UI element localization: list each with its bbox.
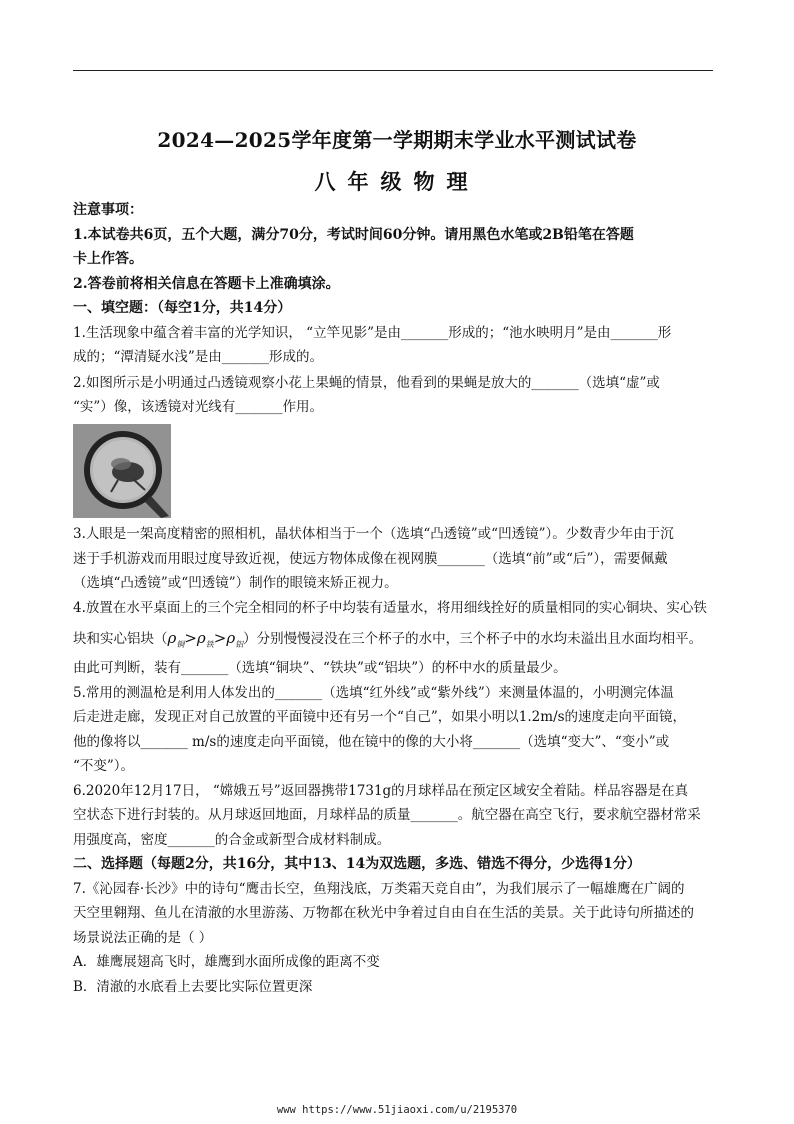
option-a: A．雄鹰展翅高飞时，雄鹰到水面所成像的距离不变	[73, 954, 380, 970]
question-4-cont2: 由此可判断，装有_______（选填“铜块”、“铁块”或“铝块”）的杯中水的质量最少。	[73, 660, 567, 676]
question-7-cont2: 场景说法正确的是（ ）	[73, 929, 213, 946]
option-b: B．清澈的水底看上去要比实际位置更深	[73, 978, 313, 995]
question-3-cont: 迷于手机游戏而用眼过度导致近视，使远方物体成像在视网膜_______（选填“前”或“后”），需要佩戴	[73, 550, 668, 567]
question-3-cont2: （选填“凸透镜”或“凹透镜”）制作的眼镜来矫正视力。	[73, 575, 398, 591]
top-rule	[73, 70, 713, 71]
density-formula: $\rho_铜>\rho_铁>\rho_铝$	[167, 629, 244, 649]
question-4-cont: 块和实心铝块$(\rho_铜>\rho_铁>\rho_铝)$分别慢慢浸没在三个杯子的水中，三个杯子中的水均未溢出且水面均相平。	[73, 629, 703, 649]
section2-heading: 二、选择题（每题2分，共16分，其中13、14为双选题，多选、错选不得分，少选得1分）	[73, 856, 641, 872]
questions-3-6	[73, 522, 718, 999]
section1-heading: 一、填空题：（每空1分，共14分）	[73, 300, 292, 316]
question-2-cont: “实”）像，该透镜对光线有_______作用。	[73, 399, 324, 415]
question-7: 7.《沁园春·长沙》中的诗句“鹰击长空，鱼翔浅底，万类霜天竞自由”，为我们展示了一幅雄鹰在广阔的	[73, 880, 685, 897]
footer-url[interactable]: www https://www.51jiaoxi.com/u/2195370	[276, 1104, 518, 1116]
question-5: 5.常用的测温枪是利用人体发出的_______（选填“红外线”或“紫外线”）来测量体温的，小明测完体温	[73, 684, 674, 701]
question-1-cont: 成的；“潭清疑水浅”是由_______形成的。	[73, 349, 324, 365]
question-4: 4.放置在水平桌面上的三个完全相同的杯子中均装有适量水，将用细线拴好的质量相同的实心铜块、实心铁	[73, 599, 707, 616]
notes-item-1-cont: 卡上作答。	[73, 251, 143, 267]
notes-item-1: 1.本试卷共6页，五个大题，满分70分，考试时间60分钟。请用黑色水笔或2B铅笔在答题	[73, 226, 634, 243]
exam-subtitle: 八年级物理	[314, 169, 480, 194]
question-5-cont3: “不变”）。	[73, 758, 135, 774]
notes-heading: 注意事项：	[73, 202, 143, 218]
question-6-cont2: 用强度高，密度_______的合金或新型合成材料制成。	[73, 831, 391, 848]
question-7-cont: 天空里翱翔、鱼儿在清澈的水里游荡、万物都在秋光中争着过自由自在生活的美景。关于此诗句所描述的	[73, 905, 694, 921]
notes-block	[73, 198, 718, 420]
question-5-cont2: 他的像将以_______ m/s的速度走向平面镜，他在镜中的像的大小将_______（选填“变大”、“变小”或	[73, 733, 670, 750]
question-2: 2.如图所示是小明通过凸透镜观察小花上果蝇的情景，他看到的果蝇是放大的_______（选填“虚”或	[73, 374, 660, 391]
question-6-cont: 空状态下进行封装的。从月球返回地面，月球样品的质量_______。航空器在高空飞行，要求航空器材常采	[73, 807, 701, 823]
exam-title: 2024—2025学年度第一学期期末学业水平测试试卷	[157, 128, 637, 152]
question-6: 6.2020年12月17日， “嫦娥五号”返回器携带1731g的月球样品在预定区域安全着陆。样品容器是在真	[73, 782, 689, 799]
question-5-cont: 后走进走廊，发现正对自己放置的平面镜中还有另一个“自己”，如果小明以1.2m/s的速度走向平面镜，	[73, 709, 687, 725]
question-3: 3.人眼是一架高度精密的照相机，晶状体相当于一个（选填“凸透镜”或“凹透镜”）。少数青少年由于沉	[73, 526, 674, 542]
notes-item-2: 2.答卷前将相关信息在答题卡上准确填涂。	[73, 275, 340, 292]
fruit-fly-lens-photo	[73, 424, 171, 518]
question-1: 1.生活现象中蕴含着丰富的光学知识， “立竿见影”是由_______形成的；“池水映明月”是由_______形	[73, 324, 672, 341]
